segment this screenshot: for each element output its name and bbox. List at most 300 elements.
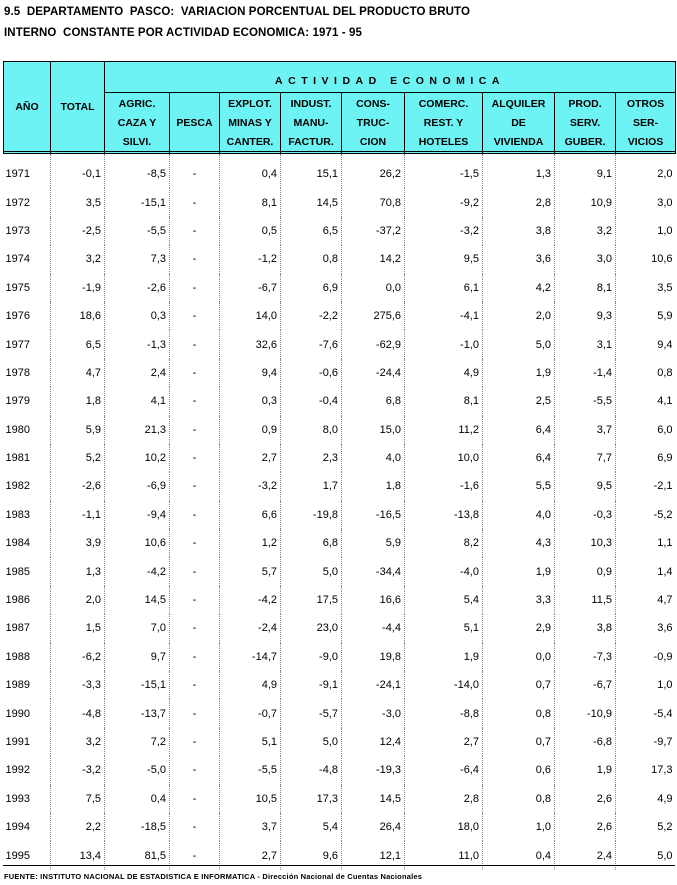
- table-title-line-2: INTERNO CONSTANTE POR ACTIVIDAD ECONOMICA: 1971 - 95: [4, 27, 363, 39]
- table-cell: 0,3: [220, 387, 281, 415]
- table-cell: 3,8: [483, 217, 555, 245]
- table-cell: -19,8: [281, 501, 342, 529]
- table-row: [4, 529, 676, 557]
- table-cell: 2,8: [483, 188, 555, 216]
- table-cell: -: [170, 785, 220, 813]
- table-cell: 15,1: [281, 154, 342, 189]
- table-cell: 5,0: [483, 330, 555, 358]
- table-cell: -7,3: [555, 643, 616, 671]
- table-cell: 7,7: [555, 444, 616, 472]
- header-column-6: [483, 93, 555, 154]
- table-cell: 3,5: [616, 274, 676, 302]
- table-cell: 9,6: [281, 841, 342, 869]
- table-row: [4, 274, 676, 302]
- table-cell: 12,1: [342, 841, 405, 869]
- row-year: 1983: [5, 508, 30, 521]
- table-cell: -1,6: [405, 472, 483, 500]
- table-cell: 3,9: [51, 529, 105, 557]
- table-cell: 5,9: [51, 416, 105, 444]
- table-cell: -3,2: [51, 756, 105, 784]
- table-cell: 17,5: [281, 586, 342, 614]
- table-cell: -5,2: [616, 501, 676, 529]
- header-column-line: ALQUILER: [491, 97, 546, 110]
- header-column-line: VICIOS: [627, 135, 664, 148]
- table-cell: 2,4: [555, 841, 616, 869]
- table-cell: 9,3: [555, 302, 616, 330]
- row-year: 1976: [5, 310, 30, 323]
- table-cell: 7,2: [105, 728, 170, 756]
- table-cell: 0,6: [483, 756, 555, 784]
- table-row: [4, 699, 676, 727]
- table-cell: -6,9: [105, 472, 170, 500]
- row-year: 1992: [5, 764, 30, 777]
- table-cell: -: [170, 387, 220, 415]
- table-row: [4, 501, 676, 529]
- table-cell: -24,4: [342, 359, 405, 387]
- table-cell: 5,7: [220, 557, 281, 585]
- table-cell: 2,8: [405, 785, 483, 813]
- table-cell: -: [170, 643, 220, 671]
- row-year: 1984: [5, 537, 30, 550]
- table-cell: 6,9: [281, 274, 342, 302]
- table-cell: 4,0: [483, 501, 555, 529]
- table-cell: 14,5: [281, 188, 342, 216]
- table-cell: 1,2: [220, 529, 281, 557]
- table-cell: 3,2: [51, 245, 105, 273]
- table-cell: 1,5: [51, 614, 105, 642]
- table-cell: -: [170, 274, 220, 302]
- table-row: [4, 728, 676, 756]
- table-cell: -6,7: [220, 274, 281, 302]
- table-cell: 8,2: [405, 529, 483, 557]
- header-column-line: CION: [359, 135, 387, 148]
- table-cell: -5,5: [105, 217, 170, 245]
- table-cell: -13,7: [105, 699, 170, 727]
- table-cell: -: [170, 699, 220, 727]
- table-cell: 2,9: [483, 614, 555, 642]
- table-title-line-1: 9.5 DEPARTAMENTO PASCO: VARIACION PORCENTUAL DEL PRODUCTO BRUTO: [4, 6, 470, 18]
- table-row: [4, 302, 676, 330]
- table-row: [4, 756, 676, 784]
- header-column-line: SERV.: [569, 116, 601, 129]
- table-cell: 0,0: [342, 274, 405, 302]
- table-cell: -16,5: [342, 501, 405, 529]
- header-bottom-rule: [3, 151, 675, 152]
- table-cell: 0,9: [555, 557, 616, 585]
- table-cell: -3,2: [220, 472, 281, 500]
- table-cell: 9,1: [555, 154, 616, 189]
- header-column-line: CONS-: [356, 97, 390, 110]
- table-cell: -8,5: [105, 154, 170, 189]
- table-cell: 0,7: [483, 728, 555, 756]
- header-column-line: TRUC-: [356, 116, 390, 129]
- table-cell: -: [170, 444, 220, 472]
- table-cell: 14,0: [220, 302, 281, 330]
- table-cell: 8,1: [405, 387, 483, 415]
- header-column-8: [616, 93, 676, 154]
- table-cell: 4,1: [616, 387, 676, 415]
- table-cell: 2,2: [51, 813, 105, 841]
- table-cell: -: [170, 841, 220, 869]
- table-cell: 2,0: [483, 302, 555, 330]
- header-group-activity: ACTIVIDAD ECONOMICA: [105, 62, 676, 93]
- table-cell: 3,8: [555, 614, 616, 642]
- table-cell: 10,9: [555, 188, 616, 216]
- table-row: [4, 472, 676, 500]
- data-table: [3, 61, 676, 870]
- table-cell: 2,7: [405, 728, 483, 756]
- table-cell: -5,4: [616, 699, 676, 727]
- header-column-line: GUBER.: [564, 135, 606, 148]
- row-year: 1974: [5, 253, 30, 266]
- table-cell: -14,7: [220, 643, 281, 671]
- table-cell: 2,3: [281, 444, 342, 472]
- table-cell: -7,6: [281, 330, 342, 358]
- header-column-line: SER-: [632, 116, 659, 129]
- table-cell: -4,2: [105, 557, 170, 585]
- table-row: [4, 444, 676, 472]
- table-cell: 9,7: [105, 643, 170, 671]
- header-column-line: HOTELES: [418, 135, 469, 148]
- table-cell: 19,8: [342, 643, 405, 671]
- table-cell: 5,1: [220, 728, 281, 756]
- table-cell: -1,9: [51, 274, 105, 302]
- header-column-line: COMERC.: [418, 97, 469, 110]
- table-cell: -18,5: [105, 813, 170, 841]
- table-cell: 26,4: [342, 813, 405, 841]
- row-year: 1977: [5, 338, 30, 351]
- table-cell: 1,0: [616, 217, 676, 245]
- table-cell: 3,7: [555, 416, 616, 444]
- table-cell: 17,3: [281, 785, 342, 813]
- table-row: [4, 188, 676, 216]
- table-cell: -2,4: [220, 614, 281, 642]
- table-cell: 4,0: [342, 444, 405, 472]
- table-cell: 6,0: [616, 416, 676, 444]
- table-cell: -: [170, 501, 220, 529]
- table-row: [4, 330, 676, 358]
- table-cell: 11,0: [405, 841, 483, 869]
- row-year: 1975: [5, 281, 30, 294]
- header-total: TOTAL: [51, 62, 105, 154]
- table-cell: 3,2: [51, 728, 105, 756]
- table-cell: -: [170, 302, 220, 330]
- row-year: 1979: [5, 395, 30, 408]
- table-cell: -: [170, 472, 220, 500]
- table-cell: -5,0: [105, 756, 170, 784]
- table-cell: -2,5: [51, 217, 105, 245]
- table-cell: 0,4: [483, 841, 555, 869]
- header-column-5: [405, 93, 483, 154]
- table-cell: -13,8: [405, 501, 483, 529]
- table-cell: -9,1: [281, 671, 342, 699]
- table-cell: 81,5: [105, 841, 170, 869]
- table-cell: 10,6: [616, 245, 676, 273]
- table-cell: 3,2: [555, 217, 616, 245]
- table-cell: 11,5: [555, 586, 616, 614]
- table-cell: -2,2: [281, 302, 342, 330]
- table-row: [4, 387, 676, 415]
- table-cell: -: [170, 330, 220, 358]
- header-column-2: [220, 93, 281, 154]
- table-cell: 4,7: [51, 359, 105, 387]
- row-year: 1986: [5, 594, 30, 607]
- header-column-line: VIVIENDA: [493, 135, 544, 148]
- row-year: 1991: [5, 736, 30, 748]
- header-column-line: AGRIC.: [118, 97, 156, 110]
- table-row: [4, 416, 676, 444]
- table-cell: -: [170, 728, 220, 756]
- table-cell: 5,9: [342, 529, 405, 557]
- table-cell: 3,3: [483, 586, 555, 614]
- table-cell: 6,8: [342, 387, 405, 415]
- table-cell: 3,6: [483, 245, 555, 273]
- table-cell: 2,6: [555, 785, 616, 813]
- table-cell: 16,6: [342, 586, 405, 614]
- table-row: [4, 217, 676, 245]
- table-bottom-rule: [3, 865, 675, 866]
- table-cell: -0,9: [616, 643, 676, 671]
- table-row: [4, 671, 676, 699]
- table-cell: 0,8: [616, 359, 676, 387]
- table-cell: -2,6: [105, 274, 170, 302]
- row-year: 1989: [5, 679, 30, 692]
- table-cell: -1,1: [51, 501, 105, 529]
- table-cell: 3,6: [616, 614, 676, 642]
- table-cell: 1,3: [483, 154, 555, 189]
- header-column-line: PROD.: [568, 97, 602, 110]
- table-cell: 7,5: [51, 785, 105, 813]
- table-cell: 0,7: [483, 671, 555, 699]
- source-note: FUENTE: INSTITUTO NACIONAL DE ESTADISTICA E INFORMATICA - Dirección Nacional de Cuentas Nacionales: [4, 872, 423, 881]
- table-cell: -4,8: [281, 756, 342, 784]
- table-cell: -10,9: [555, 699, 616, 727]
- table-cell: 1,9: [483, 557, 555, 585]
- row-year: 1980: [5, 423, 30, 436]
- table-cell: -6,2: [51, 643, 105, 671]
- table-cell: -: [170, 154, 220, 189]
- table-cell: 1,7: [281, 472, 342, 500]
- table-cell: -3,2: [405, 217, 483, 245]
- table-cell: 10,3: [555, 529, 616, 557]
- table-row: [4, 813, 676, 841]
- table-cell: -4,4: [342, 614, 405, 642]
- header-column-3: [281, 93, 342, 154]
- table-cell: 10,6: [105, 529, 170, 557]
- table-cell: 6,9: [616, 444, 676, 472]
- table-cell: -9,2: [405, 188, 483, 216]
- table-row: [4, 359, 676, 387]
- table-cell: 5,4: [281, 813, 342, 841]
- table-cell: -5,5: [555, 387, 616, 415]
- table-row: [4, 785, 676, 813]
- table-cell: 0,8: [483, 785, 555, 813]
- header-year: AÑO: [4, 62, 51, 154]
- table-cell: -4,1: [405, 302, 483, 330]
- table-cell: 18,0: [405, 813, 483, 841]
- table-cell: -1,0: [405, 330, 483, 358]
- table-cell: -1,2: [220, 245, 281, 273]
- table-cell: 70,8: [342, 188, 405, 216]
- table-cell: 1,8: [342, 472, 405, 500]
- table-cell: 8,1: [555, 274, 616, 302]
- table-cell: -3,0: [342, 699, 405, 727]
- table-cell: 21,3: [105, 416, 170, 444]
- table-cell: 5,4: [405, 586, 483, 614]
- table-cell: -34,4: [342, 557, 405, 585]
- table-cell: 4,3: [483, 529, 555, 557]
- header-column-7: [555, 93, 616, 154]
- table-cell: 0,3: [105, 302, 170, 330]
- table-cell: 14,5: [105, 586, 170, 614]
- table-cell: -62,9: [342, 330, 405, 358]
- table-body: [4, 154, 676, 870]
- table-cell: 6,8: [281, 529, 342, 557]
- table-cell: 1,0: [616, 671, 676, 699]
- table-cell: -: [170, 557, 220, 585]
- table-cell: 18,6: [51, 302, 105, 330]
- table-cell: 275,6: [342, 302, 405, 330]
- row-year: 1995: [5, 849, 30, 862]
- header-column-line: CAZA Y: [117, 116, 157, 129]
- row-year: 1981: [5, 452, 30, 465]
- table-cell: 4,7: [616, 586, 676, 614]
- table-cell: 14,5: [342, 785, 405, 813]
- table-cell: 5,0: [281, 557, 342, 585]
- table-cell: -0,6: [281, 359, 342, 387]
- table-cell: 2,7: [220, 841, 281, 869]
- table-cell: -0,1: [51, 154, 105, 189]
- table-cell: -8,8: [405, 699, 483, 727]
- header-column-line: OTROS: [626, 97, 665, 110]
- table-cell: 5,1: [405, 614, 483, 642]
- table-cell: -6,4: [405, 756, 483, 784]
- table-cell: 5,5: [483, 472, 555, 500]
- table-cell: 14,2: [342, 245, 405, 273]
- table-cell: -24,1: [342, 671, 405, 699]
- table-cell: -: [170, 614, 220, 642]
- table-cell: 1,1: [616, 529, 676, 557]
- table-cell: 0,8: [281, 245, 342, 273]
- table-cell: 3,5: [51, 188, 105, 216]
- table-cell: 6,5: [281, 217, 342, 245]
- table-cell: 3,0: [555, 245, 616, 273]
- table-cell: 15,0: [342, 416, 405, 444]
- header-column-line: MANU-: [293, 116, 329, 129]
- table-cell: 9,4: [616, 330, 676, 358]
- header-column-0: [105, 93, 170, 154]
- table-cell: -: [170, 217, 220, 245]
- table-cell: 6,6: [220, 501, 281, 529]
- table-cell: -6,7: [555, 671, 616, 699]
- header-column-line: PESCA: [176, 116, 213, 129]
- header-column-line: REST. Y: [423, 116, 464, 129]
- table-cell: 17,3: [616, 756, 676, 784]
- row-year: 1990: [5, 707, 30, 720]
- table-cell: -: [170, 359, 220, 387]
- table-cell: 2,7: [220, 444, 281, 472]
- table-cell: 5,0: [281, 728, 342, 756]
- table-cell: -: [170, 245, 220, 273]
- table-cell: -0,4: [281, 387, 342, 415]
- table-cell: -3,3: [51, 671, 105, 699]
- row-year: 1972: [5, 196, 30, 209]
- header-column-line: SILVI.: [122, 135, 152, 148]
- table-cell: 10,0: [405, 444, 483, 472]
- table-cell: 4,1: [105, 387, 170, 415]
- table-cell: 2,0: [616, 154, 676, 189]
- table-cell: 8,1: [220, 188, 281, 216]
- row-year: 1973: [5, 224, 30, 237]
- table-cell: -6,8: [555, 728, 616, 756]
- table-cell: -14,0: [405, 671, 483, 699]
- table-cell: 1,3: [51, 557, 105, 585]
- table-cell: 2,0: [51, 586, 105, 614]
- table-row: [4, 643, 676, 671]
- table-cell: 1,9: [555, 756, 616, 784]
- row-year: 1993: [5, 792, 30, 805]
- table-cell: 5,2: [51, 444, 105, 472]
- row-year: 1971: [5, 168, 30, 181]
- table-cell: 5,0: [616, 841, 676, 869]
- table-cell: 0,4: [220, 154, 281, 189]
- table-cell: 0,9: [220, 416, 281, 444]
- header-column-line: FACTUR.: [288, 135, 334, 148]
- table-cell: 8,0: [281, 416, 342, 444]
- table-cell: -: [170, 813, 220, 841]
- table-cell: -19,3: [342, 756, 405, 784]
- table-cell: -9,4: [105, 501, 170, 529]
- table-cell: 1,4: [616, 557, 676, 585]
- table-cell: -5,5: [220, 756, 281, 784]
- table-cell: 1,8: [51, 387, 105, 415]
- table-cell: 3,1: [555, 330, 616, 358]
- table-cell: -: [170, 188, 220, 216]
- table-cell: 9,5: [555, 472, 616, 500]
- table-cell: 10,2: [105, 444, 170, 472]
- table-row: [4, 245, 676, 273]
- table-cell: 2,6: [555, 813, 616, 841]
- table-cell: 3,7: [220, 813, 281, 841]
- table-cell: -0,3: [555, 501, 616, 529]
- header-column-line: CANTER.: [226, 135, 274, 148]
- table-cell: -5,7: [281, 699, 342, 727]
- table-cell: 4,2: [483, 274, 555, 302]
- table-cell: -1,3: [105, 330, 170, 358]
- table-row: [4, 154, 676, 189]
- table-cell: -: [170, 529, 220, 557]
- row-year: 1985: [5, 565, 30, 578]
- table-cell: 3,0: [616, 188, 676, 216]
- table-cell: 26,2: [342, 154, 405, 189]
- table-cell: -: [170, 416, 220, 444]
- header-column-line: EXPLOT.: [228, 97, 272, 110]
- header-column-line: INDUST.: [290, 97, 332, 110]
- table-cell: 7,0: [105, 614, 170, 642]
- table-cell: 0,8: [483, 699, 555, 727]
- header-subcolumns: [4, 93, 676, 154]
- table-cell: -15,1: [105, 671, 170, 699]
- table-cell: 7,3: [105, 245, 170, 273]
- table-cell: -1,5: [405, 154, 483, 189]
- table-cell: 2,5: [483, 387, 555, 415]
- table-cell: -: [170, 671, 220, 699]
- table-cell: -9,0: [281, 643, 342, 671]
- row-year: 1978: [5, 366, 30, 379]
- table-cell: 6,4: [483, 444, 555, 472]
- table-cell: 6,4: [483, 416, 555, 444]
- table-cell: -37,2: [342, 217, 405, 245]
